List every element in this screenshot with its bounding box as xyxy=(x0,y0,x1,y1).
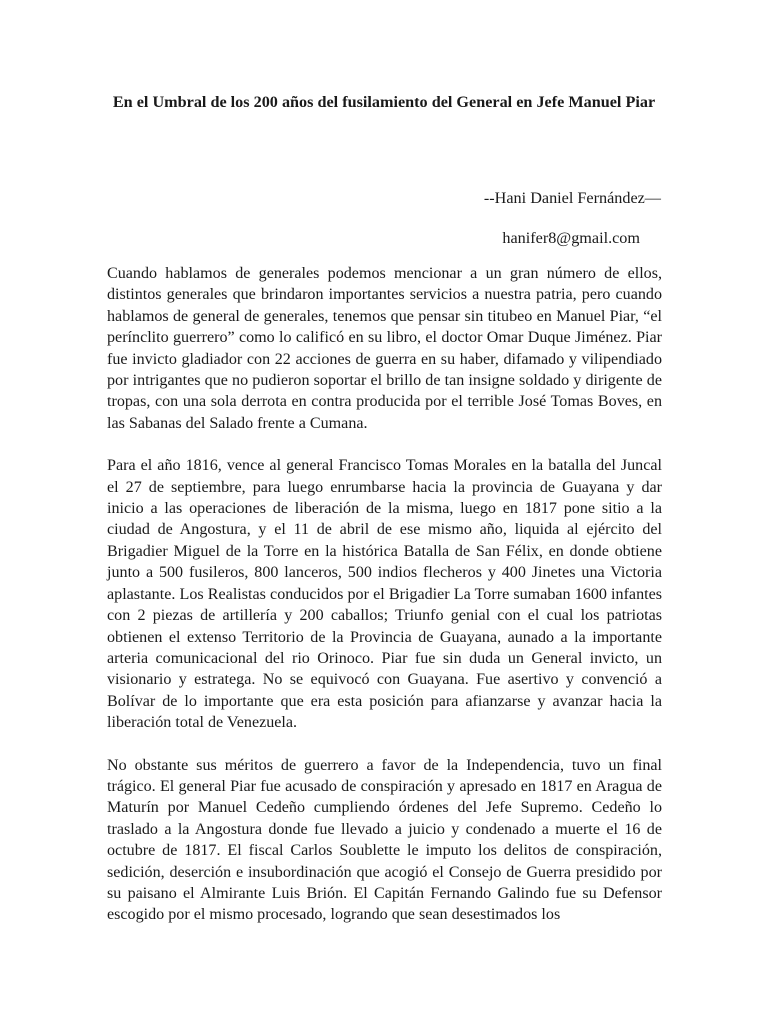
author-line: --Hani Daniel Fernández— xyxy=(483,189,661,207)
paragraph-2: Para el año 1816, vence al general Francisco Tomas Morales en la batalla del Juncal el 27 de septiembre, para luego enrumbarse hacia la provincia de Guayana y dar inicio a las operaciones de liberación de la misma, luego en 1817 pone sitio a la ciudad de Angostura, y el 11 de abril de ese mismo año, liquida al ejército del Brigadier Miguel de la Torre en la histórica Batalla de San Félix, en donde obtiene junto a 500 fusileros, 800 lanceros, 500 indios flecheros y 400 Jinetes una Victoria aplastante. Los Realistas conducidos por el Brigadier La Torre sumaban 1600 infantes con 2 piezas de artillería y 200 caballos; Triunfo genial con el cual los patriotas obtienen el extenso Territorio de la Provincia de Guayana, aunado a la importante arteria comunicacional del rio Orinoco. Piar fue sin duda un General invicto, un visionario y estratega. No se equivocó con Guayana. Fue asertivo y convenció a Bolívar de lo importante que era esta posición para afianzarse y avanzar hacia la liberación total de Venezuela. xyxy=(107,457,662,732)
document-body xyxy=(107,263,662,947)
paragraph-1: Cuando hablamos de generales podemos mencionar a un gran número de ellos, distintos generales que brindaron importantes servicios a nuestra patria, pero cuando hablamos de general de generales, tenemos que pensar sin titubeo en Manuel Piar, “el perínclito guerrero” como lo calificó en su libro, el doctor Omar Duque Jiménez. Piar fue invicto gladiador con 22 acciones de guerra en su haber, difamado y vilipendiado por intrigantes que no pudieron soportar el brillo de tan insigne soldado y dirigente de tropas, con una sola derrota en contra producida por el terrible José Tomas Boves, en las Sabanas del Salado frente a Cumana. xyxy=(107,265,662,432)
author-email: hanifer8@gmail.com xyxy=(502,229,640,247)
document-title: En el Umbral de los 200 años del fusilamiento del General en Jefe Manuel Piar xyxy=(112,93,656,111)
paragraph-3: No obstante sus méritos de guerrero a favor de la Independencia, tuvo un final trágico. El general Piar fue acusado de conspiración y apresado en 1817 en Aragua de Maturín por Manuel Cedeño cumpliendo órdenes del Jefe Supremo. Cedeño lo traslado a la Angostura donde fue llevado a juicio y condenado a muerte el 16 de octubre de 1817. El fiscal Carlos Soublette le imputo los delitos de conspiración, sedición, deserción e insubordinación que acogió el Consejo de Guerra presidido por su paisano el Almirante Luis Brión. El Capitán Fernando Galindo fue su Defensor escogido por el mismo procesado, logrando que sean desestimados los xyxy=(107,756,662,924)
